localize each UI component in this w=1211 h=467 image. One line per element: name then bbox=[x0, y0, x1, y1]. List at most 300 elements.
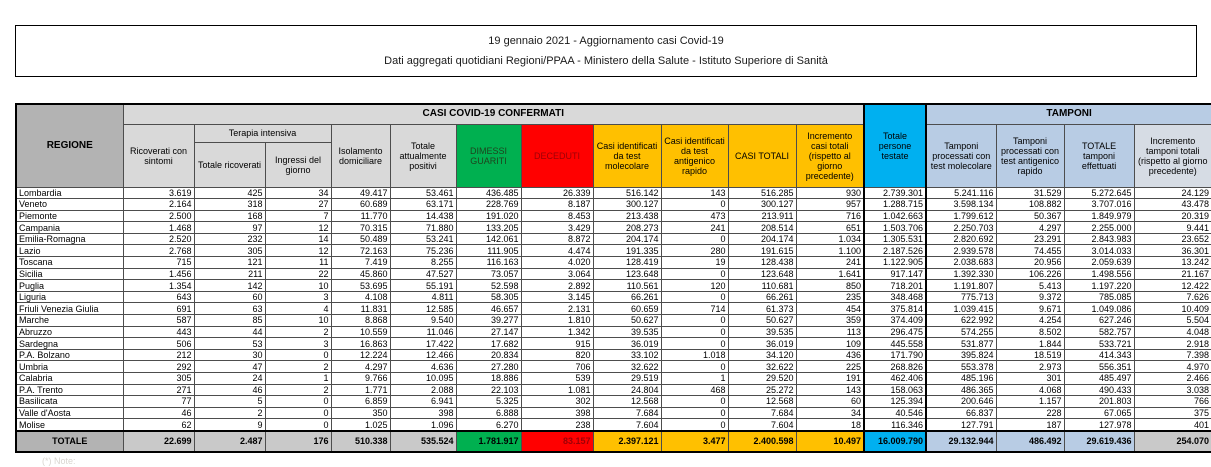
value-cell: 533.721 bbox=[1064, 338, 1134, 350]
value-cell: 27 bbox=[265, 199, 331, 211]
total-value-cell: 2.400.598 bbox=[728, 431, 796, 452]
total-value-cell: 176 bbox=[265, 431, 331, 452]
value-cell: 14 bbox=[265, 233, 331, 245]
value-cell: 121 bbox=[194, 257, 265, 269]
value-cell: 39.277 bbox=[456, 315, 521, 327]
value-cell: 33.102 bbox=[593, 349, 661, 361]
region-cell: Toscana bbox=[16, 257, 123, 269]
value-cell: 10.559 bbox=[331, 326, 390, 338]
column-header-regione: REGIONE bbox=[16, 104, 123, 187]
value-cell: 1.641 bbox=[796, 268, 864, 280]
value-cell: 72.163 bbox=[331, 245, 390, 257]
value-cell: 468 bbox=[661, 384, 728, 396]
value-cell: 5.241.116 bbox=[926, 187, 996, 199]
value-cell: 34 bbox=[265, 187, 331, 199]
value-cell: 12.466 bbox=[390, 349, 456, 361]
total-value-cell: 2.487 bbox=[194, 431, 265, 452]
value-cell: 5.504 bbox=[1134, 315, 1211, 327]
value-cell: 4 bbox=[265, 303, 331, 315]
value-cell: 2 bbox=[194, 407, 265, 419]
value-cell: 2.820.692 bbox=[926, 233, 996, 245]
value-cell: 74.455 bbox=[996, 245, 1064, 257]
value-cell: 0 bbox=[661, 361, 728, 373]
column-header-deceduti: DECEDUTI bbox=[521, 124, 593, 187]
group-header-casi-confermati: CASI COVID-19 CONFERMATI bbox=[123, 104, 864, 124]
value-cell: 204.174 bbox=[728, 233, 796, 245]
value-cell: 715 bbox=[123, 257, 194, 269]
total-value-cell: 254.070 bbox=[1134, 431, 1211, 452]
value-cell: 9.540 bbox=[390, 315, 456, 327]
table-row bbox=[16, 199, 1211, 211]
value-cell: 191.020 bbox=[456, 210, 521, 222]
header-sub-row bbox=[16, 124, 1211, 142]
value-cell: 116.163 bbox=[456, 257, 521, 269]
value-cell: 1.456 bbox=[123, 268, 194, 280]
value-cell: 395.824 bbox=[926, 349, 996, 361]
value-cell: 485.497 bbox=[1064, 373, 1134, 385]
value-cell: 1.342 bbox=[521, 326, 593, 338]
value-cell: 116.346 bbox=[864, 419, 926, 431]
value-cell: 10.095 bbox=[390, 373, 456, 385]
value-cell: 2.131 bbox=[521, 303, 593, 315]
value-cell: 60 bbox=[796, 396, 864, 408]
value-cell: 50.367 bbox=[996, 210, 1064, 222]
value-cell: 208.514 bbox=[728, 222, 796, 234]
value-cell: 39.535 bbox=[728, 326, 796, 338]
value-cell: 208.273 bbox=[593, 222, 661, 234]
value-cell: 1.081 bbox=[521, 384, 593, 396]
value-cell: 6.888 bbox=[456, 407, 521, 419]
total-value-cell: 3.477 bbox=[661, 431, 728, 452]
value-cell: 2.164 bbox=[123, 199, 194, 211]
value-cell: 0 bbox=[661, 419, 728, 431]
value-cell: 643 bbox=[123, 291, 194, 303]
value-cell: 40.546 bbox=[864, 407, 926, 419]
value-cell: 18 bbox=[796, 419, 864, 431]
table-row bbox=[16, 338, 1211, 350]
value-cell: 7.604 bbox=[728, 419, 796, 431]
value-cell: 71.880 bbox=[390, 222, 456, 234]
value-cell: 1.288.715 bbox=[864, 199, 926, 211]
value-cell: 5.325 bbox=[456, 396, 521, 408]
value-cell: 25.272 bbox=[728, 384, 796, 396]
value-cell: 2.038.683 bbox=[926, 257, 996, 269]
value-cell: 2.918 bbox=[1134, 338, 1211, 350]
value-cell: 142.061 bbox=[456, 233, 521, 245]
value-cell: 24.129 bbox=[1134, 187, 1211, 199]
table-row bbox=[16, 245, 1211, 257]
value-cell: 1 bbox=[661, 373, 728, 385]
value-cell: 36.019 bbox=[728, 338, 796, 350]
column-header-attualmente-positivi: Totale attualmente positivi bbox=[390, 124, 456, 187]
value-cell: 10.409 bbox=[1134, 303, 1211, 315]
value-cell: 3.598.134 bbox=[926, 199, 996, 211]
value-cell: 24 bbox=[194, 373, 265, 385]
value-cell: 359 bbox=[796, 315, 864, 327]
value-cell: 3 bbox=[265, 338, 331, 350]
value-cell: 443 bbox=[123, 326, 194, 338]
total-label-cell: TOTALE bbox=[16, 431, 123, 452]
value-cell: 46 bbox=[123, 407, 194, 419]
total-value-cell: 2.397.121 bbox=[593, 431, 661, 452]
value-cell: 200.646 bbox=[926, 396, 996, 408]
value-cell: 31.529 bbox=[996, 187, 1064, 199]
value-cell: 22.103 bbox=[456, 384, 521, 396]
value-cell: 651 bbox=[796, 222, 864, 234]
value-cell: 55.191 bbox=[390, 280, 456, 292]
table-body bbox=[16, 187, 1211, 452]
footnote-marker: (*) bbox=[42, 456, 52, 466]
value-cell: 4.474 bbox=[521, 245, 593, 257]
total-value-cell: 535.524 bbox=[390, 431, 456, 452]
value-cell: 21.167 bbox=[1134, 268, 1211, 280]
value-cell: 7.626 bbox=[1134, 291, 1211, 303]
value-cell: 2.500 bbox=[123, 210, 194, 222]
value-cell: 11.046 bbox=[390, 326, 456, 338]
value-cell: 120 bbox=[661, 280, 728, 292]
value-cell: 66.837 bbox=[926, 407, 996, 419]
value-cell: 7.684 bbox=[593, 407, 661, 419]
value-cell: 50.627 bbox=[593, 315, 661, 327]
total-value-cell: 510.338 bbox=[331, 431, 390, 452]
value-cell: 36.301 bbox=[1134, 245, 1211, 257]
region-cell: Umbria bbox=[16, 361, 123, 373]
value-cell: 574.255 bbox=[926, 326, 996, 338]
table-row bbox=[16, 210, 1211, 222]
value-cell: 436 bbox=[796, 349, 864, 361]
total-row bbox=[16, 431, 1211, 452]
region-cell: Molise bbox=[16, 419, 123, 431]
value-cell: 29.519 bbox=[593, 373, 661, 385]
value-cell: 556.351 bbox=[1064, 361, 1134, 373]
column-header-dimessi-guariti: DIMESSI GUARITI bbox=[456, 124, 521, 187]
value-cell: 212 bbox=[123, 349, 194, 361]
value-cell: 232 bbox=[194, 233, 265, 245]
region-cell: Veneto bbox=[16, 199, 123, 211]
value-cell: 531.877 bbox=[926, 338, 996, 350]
footnote bbox=[42, 456, 76, 466]
report-title: 19 gennaio 2021 - Aggiornamento casi Covid-19 bbox=[488, 34, 724, 47]
value-cell: 1.498.556 bbox=[1064, 268, 1134, 280]
value-cell: 1.191.807 bbox=[926, 280, 996, 292]
value-cell: 143 bbox=[796, 384, 864, 396]
value-cell: 29.520 bbox=[728, 373, 796, 385]
value-cell: 9.441 bbox=[1134, 222, 1211, 234]
table-row bbox=[16, 361, 1211, 373]
value-cell: 300.127 bbox=[728, 199, 796, 211]
value-cell: 539 bbox=[521, 373, 593, 385]
region-cell: Liguria bbox=[16, 291, 123, 303]
value-cell: 2 bbox=[265, 361, 331, 373]
value-cell: 375.814 bbox=[864, 303, 926, 315]
value-cell: 0 bbox=[661, 268, 728, 280]
region-cell: Basilicata bbox=[16, 396, 123, 408]
value-cell: 36.019 bbox=[593, 338, 661, 350]
value-cell: 627.246 bbox=[1064, 315, 1134, 327]
value-cell: 292 bbox=[123, 361, 194, 373]
value-cell: 1.039.415 bbox=[926, 303, 996, 315]
value-cell: 23.291 bbox=[996, 233, 1064, 245]
table-row bbox=[16, 315, 1211, 327]
column-header-tamponi-antigenico: Tamponi processati con test antigenico rapido bbox=[996, 124, 1064, 187]
value-cell: 4.048 bbox=[1134, 326, 1211, 338]
region-cell: Sicilia bbox=[16, 268, 123, 280]
value-cell: 228 bbox=[996, 407, 1064, 419]
value-cell: 0 bbox=[265, 349, 331, 361]
value-cell: 1.096 bbox=[390, 419, 456, 431]
value-cell: 716 bbox=[796, 210, 864, 222]
region-cell: Lombardia bbox=[16, 187, 123, 199]
value-cell: 18.519 bbox=[996, 349, 1064, 361]
value-cell: 305 bbox=[194, 245, 265, 257]
value-cell: 301 bbox=[996, 373, 1064, 385]
value-cell: 1.157 bbox=[996, 396, 1064, 408]
value-cell: 53.241 bbox=[390, 233, 456, 245]
table-row bbox=[16, 326, 1211, 338]
value-cell: 2.250.703 bbox=[926, 222, 996, 234]
value-cell: 8.868 bbox=[331, 315, 390, 327]
value-cell: 46.657 bbox=[456, 303, 521, 315]
value-cell: 11 bbox=[265, 257, 331, 269]
value-cell: 85 bbox=[194, 315, 265, 327]
value-cell: 2 bbox=[265, 326, 331, 338]
column-header-casi-totali: CASI TOTALI bbox=[728, 124, 796, 187]
value-cell: 109 bbox=[796, 338, 864, 350]
value-cell: 2.255.000 bbox=[1064, 222, 1134, 234]
value-cell: 20.319 bbox=[1134, 210, 1211, 222]
value-cell: 60.659 bbox=[593, 303, 661, 315]
value-cell: 0 bbox=[265, 419, 331, 431]
table-row bbox=[16, 396, 1211, 408]
value-cell: 12 bbox=[265, 245, 331, 257]
value-cell: 60 bbox=[194, 291, 265, 303]
value-cell: 915 bbox=[521, 338, 593, 350]
value-cell: 2.088 bbox=[390, 384, 456, 396]
value-cell: 0 bbox=[661, 199, 728, 211]
value-cell: 1.799.612 bbox=[926, 210, 996, 222]
value-cell: 0 bbox=[265, 407, 331, 419]
value-cell: 67.065 bbox=[1064, 407, 1134, 419]
value-cell: 398 bbox=[390, 407, 456, 419]
value-cell: 213.911 bbox=[728, 210, 796, 222]
value-cell: 318 bbox=[194, 199, 265, 211]
total-value-cell: 16.009.790 bbox=[864, 431, 926, 452]
value-cell: 53.461 bbox=[390, 187, 456, 199]
value-cell: 235 bbox=[796, 291, 864, 303]
value-cell: 7.419 bbox=[331, 257, 390, 269]
value-cell: 506 bbox=[123, 338, 194, 350]
value-cell: 1.034 bbox=[796, 233, 864, 245]
value-cell: 2.768 bbox=[123, 245, 194, 257]
value-cell: 106.226 bbox=[996, 268, 1064, 280]
value-cell: 127.791 bbox=[926, 419, 996, 431]
value-cell: 1.025 bbox=[331, 419, 390, 431]
value-cell: 12.422 bbox=[1134, 280, 1211, 292]
value-cell: 204.174 bbox=[593, 233, 661, 245]
value-cell: 714 bbox=[661, 303, 728, 315]
value-cell: 4.297 bbox=[331, 361, 390, 373]
value-cell: 5 bbox=[194, 396, 265, 408]
value-cell: 2.739.301 bbox=[864, 187, 926, 199]
table-row bbox=[16, 373, 1211, 385]
value-cell: 706 bbox=[521, 361, 593, 373]
value-cell: 7.398 bbox=[1134, 349, 1211, 361]
value-cell: 128.438 bbox=[728, 257, 796, 269]
value-cell: 213.438 bbox=[593, 210, 661, 222]
table-row bbox=[16, 280, 1211, 292]
value-cell: 1 bbox=[265, 373, 331, 385]
value-cell: 97 bbox=[194, 222, 265, 234]
value-cell: 241 bbox=[796, 257, 864, 269]
value-cell: 8.453 bbox=[521, 210, 593, 222]
value-cell: 61.373 bbox=[728, 303, 796, 315]
value-cell: 34.120 bbox=[728, 349, 796, 361]
value-cell: 1.354 bbox=[123, 280, 194, 292]
value-cell: 2 bbox=[265, 384, 331, 396]
value-cell: 3 bbox=[265, 291, 331, 303]
value-cell: 4.970 bbox=[1134, 361, 1211, 373]
value-cell: 1.810 bbox=[521, 315, 593, 327]
value-cell: 375 bbox=[1134, 407, 1211, 419]
value-cell: 46 bbox=[194, 384, 265, 396]
region-cell: Valle d'Aosta bbox=[16, 407, 123, 419]
value-cell: 917.147 bbox=[864, 268, 926, 280]
value-cell: 3.707.016 bbox=[1064, 199, 1134, 211]
column-header-ricoverati: Ricoverati con sintomi bbox=[123, 124, 194, 187]
value-cell: 11.831 bbox=[331, 303, 390, 315]
value-cell: 775.713 bbox=[926, 291, 996, 303]
value-cell: 718.201 bbox=[864, 280, 926, 292]
table-row bbox=[16, 187, 1211, 199]
value-cell: 24.804 bbox=[593, 384, 661, 396]
table-row bbox=[16, 291, 1211, 303]
value-cell: 486.365 bbox=[926, 384, 996, 396]
value-cell: 2.187.526 bbox=[864, 245, 926, 257]
value-cell: 302 bbox=[521, 396, 593, 408]
value-cell: 0 bbox=[265, 396, 331, 408]
table-row bbox=[16, 222, 1211, 234]
value-cell: 6.270 bbox=[456, 419, 521, 431]
value-cell: 436.485 bbox=[456, 187, 521, 199]
table-row bbox=[16, 303, 1211, 315]
value-cell: 485.196 bbox=[926, 373, 996, 385]
column-header-tamponi-totale: TOTALE tamponi effettuati bbox=[1064, 124, 1134, 187]
value-cell: 73.057 bbox=[456, 268, 521, 280]
value-cell: 2.973 bbox=[996, 361, 1064, 373]
value-cell: 13.242 bbox=[1134, 257, 1211, 269]
value-cell: 445.558 bbox=[864, 338, 926, 350]
value-cell: 110.681 bbox=[728, 280, 796, 292]
value-cell: 39.535 bbox=[593, 326, 661, 338]
value-cell: 22 bbox=[265, 268, 331, 280]
value-cell: 516.285 bbox=[728, 187, 796, 199]
value-cell: 305 bbox=[123, 373, 194, 385]
value-cell: 0 bbox=[661, 396, 728, 408]
table-row bbox=[16, 349, 1211, 361]
value-cell: 142 bbox=[194, 280, 265, 292]
column-header-isolamento: Isolamento domiciliare bbox=[331, 124, 390, 187]
region-cell: Calabria bbox=[16, 373, 123, 385]
total-value-cell: 29.132.944 bbox=[926, 431, 996, 452]
total-value-cell: 83.157 bbox=[521, 431, 593, 452]
value-cell: 300.127 bbox=[593, 199, 661, 211]
value-cell: 0 bbox=[661, 407, 728, 419]
value-cell: 622.992 bbox=[926, 315, 996, 327]
value-cell: 30 bbox=[194, 349, 265, 361]
table-row bbox=[16, 233, 1211, 245]
region-cell: P.A. Bolzano bbox=[16, 349, 123, 361]
group-header-terapia-intensiva: Terapia intensiva bbox=[194, 124, 331, 142]
table-row bbox=[16, 407, 1211, 419]
value-cell: 19 bbox=[661, 257, 728, 269]
value-cell: 241 bbox=[661, 222, 728, 234]
value-cell: 3.038 bbox=[1134, 384, 1211, 396]
value-cell: 158.063 bbox=[864, 384, 926, 396]
value-cell: 52.598 bbox=[456, 280, 521, 292]
value-cell: 23.652 bbox=[1134, 233, 1211, 245]
value-cell: 60.689 bbox=[331, 199, 390, 211]
value-cell: 111.905 bbox=[456, 245, 521, 257]
value-cell: 350 bbox=[331, 407, 390, 419]
value-cell: 4.020 bbox=[521, 257, 593, 269]
region-cell: Emilia-Romagna bbox=[16, 233, 123, 245]
value-cell: 12 bbox=[265, 222, 331, 234]
column-header-incremento-tamponi: Incremento tamponi totali (rispetto al giorno precedente) bbox=[1134, 124, 1211, 187]
value-cell: 3.619 bbox=[123, 187, 194, 199]
value-cell: 3.014.033 bbox=[1064, 245, 1134, 257]
column-header-ingressi-giorno: Ingressi del giorno bbox=[265, 142, 331, 187]
region-cell: Abruzzo bbox=[16, 326, 123, 338]
value-cell: 45.860 bbox=[331, 268, 390, 280]
value-cell: 414.343 bbox=[1064, 349, 1134, 361]
value-cell: 296.475 bbox=[864, 326, 926, 338]
value-cell: 516.142 bbox=[593, 187, 661, 199]
value-cell: 14.438 bbox=[390, 210, 456, 222]
value-cell: 43.478 bbox=[1134, 199, 1211, 211]
value-cell: 4.068 bbox=[996, 384, 1064, 396]
value-cell: 398 bbox=[521, 407, 593, 419]
column-header-persone-testate: Totale persone testate bbox=[864, 104, 926, 187]
value-cell: 1.844 bbox=[996, 338, 1064, 350]
value-cell: 374.409 bbox=[864, 315, 926, 327]
value-cell: 191.335 bbox=[593, 245, 661, 257]
value-cell: 108.882 bbox=[996, 199, 1064, 211]
value-cell: 582.757 bbox=[1064, 326, 1134, 338]
value-cell: 4.811 bbox=[390, 291, 456, 303]
value-cell: 34 bbox=[796, 407, 864, 419]
value-cell: 12.585 bbox=[390, 303, 456, 315]
value-cell: 16.863 bbox=[331, 338, 390, 350]
value-cell: 348.468 bbox=[864, 291, 926, 303]
value-cell: 0 bbox=[661, 326, 728, 338]
value-cell: 4.254 bbox=[996, 315, 1064, 327]
value-cell: 133.205 bbox=[456, 222, 521, 234]
value-cell: 123.648 bbox=[728, 268, 796, 280]
value-cell: 454 bbox=[796, 303, 864, 315]
value-cell: 66.261 bbox=[728, 291, 796, 303]
value-cell: 63.171 bbox=[390, 199, 456, 211]
value-cell: 49.417 bbox=[331, 187, 390, 199]
value-cell: 123.648 bbox=[593, 268, 661, 280]
value-cell: 2.520 bbox=[123, 233, 194, 245]
value-cell: 1.018 bbox=[661, 349, 728, 361]
column-header-casi-molecolare: Casi identificati da test molecolare bbox=[593, 124, 661, 187]
value-cell: 26.339 bbox=[521, 187, 593, 199]
value-cell: 211 bbox=[194, 268, 265, 280]
value-cell: 113 bbox=[796, 326, 864, 338]
region-cell: Sardegna bbox=[16, 338, 123, 350]
value-cell: 70.315 bbox=[331, 222, 390, 234]
